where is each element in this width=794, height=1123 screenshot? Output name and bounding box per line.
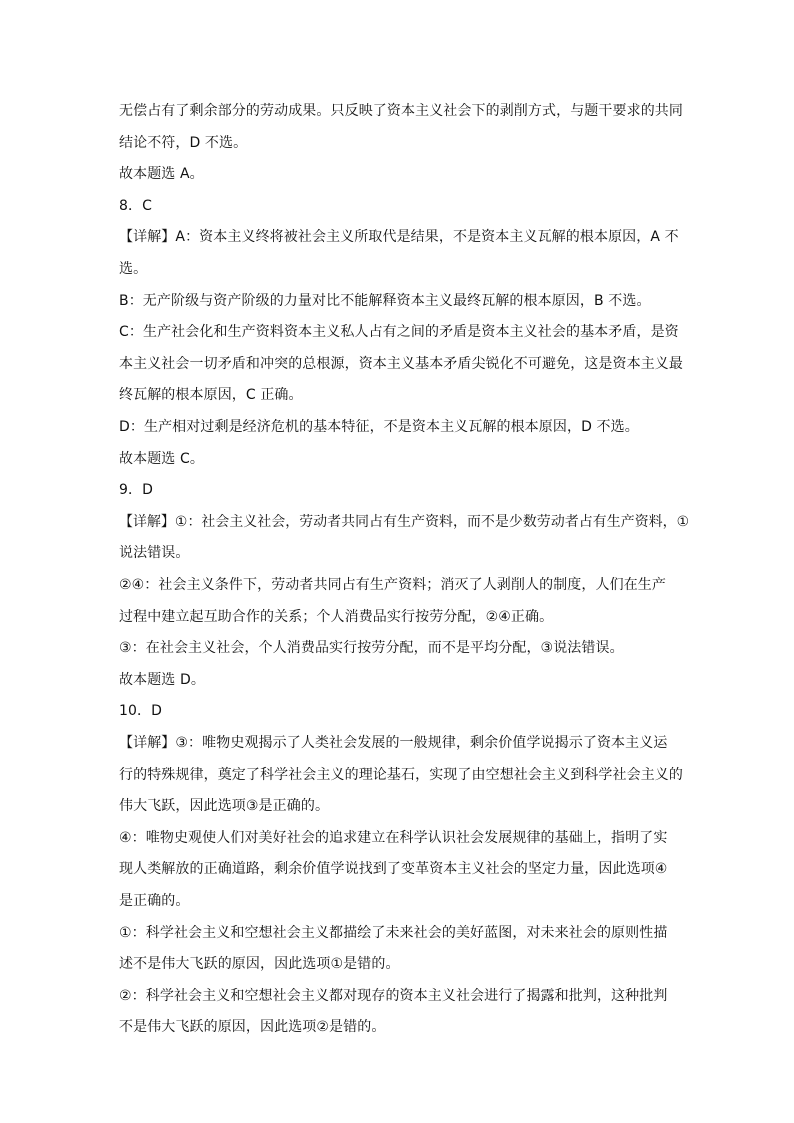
text-line: 选。 (119, 261, 148, 277)
text-line: 10．D (119, 703, 162, 720)
text-line: 9．D (119, 482, 153, 499)
text-line: 【详解】③：唯物史观揭示了人类社会发展的一般规律，剩余价值学说揭示了资本主义运 (119, 735, 668, 751)
text-line: 终瓦解的根本原因，C 正确。 (119, 387, 303, 404)
text-line: 行的特殊规律，奠定了科学社会主义的理论基石，实现了由空想社会主义到科学社会主义的 (119, 766, 683, 783)
text-line: 结论不符，D 不选。 (119, 134, 248, 151)
text-line: D：生产相对过剩是经济危机的基本特征，不是资本主义瓦解的根本原因，D 不选。 (119, 419, 639, 435)
text-line: 过程中建立起互助合作的关系；个人消费品实行按劳分配，②④正确。 (119, 608, 554, 625)
text-line: 故本题选 A。 (119, 166, 204, 183)
text-line: 本主义社会一切矛盾和冲突的总根源，资本主义基本矛盾尖锐化不可避免，这是资本主义最 (119, 355, 683, 372)
text-line: B：无产阶级与资产阶级的力量对比不能解释资本主义最终瓦解的根本原因，B 不选。 (119, 292, 651, 309)
text-line: 故本题选 D。 (119, 671, 205, 688)
text-line: ②④：社会主义条件下，劳动者共同占有生产资料；消灭了人剥削人的制度，人们在生产 (119, 577, 666, 593)
text-line: 故本题选 C。 (119, 450, 204, 467)
text-line: 不是伟大飞跃的原因，因此选项②是错的。 (119, 1019, 386, 1036)
text-line: 8．C (119, 197, 152, 214)
text-line: ③：在社会主义社会，个人消费品实行按劳分配，而不是平均分配，③说法错误。 (119, 640, 624, 657)
text-line: ④：唯物史观使人们对美好社会的追求建立在科学认识社会发展规律的基础上，指明了实 (119, 829, 668, 846)
text-line: 【详解】A：资本主义终将被社会主义所取代是结果，不是资本主义瓦解的根本原因，A 不 (119, 229, 679, 246)
text-line: C：生产社会化和生产资料资本主义私人占有之间的矛盾是资本主义社会的基本矛盾，是资 (119, 324, 679, 341)
text-line: 述不是伟大飞跃的原因，因此选项①是错的。 (119, 956, 400, 973)
text-line: ①：科学社会主义和空想社会主义都描绘了未来社会的美好蓝图，对未来社会的原则性描 (119, 924, 668, 941)
text-line: 伟大飞跃，因此选项③是正确的。 (119, 798, 330, 815)
text-line: ②：科学社会主义和空想社会主义都对现存的资本主义社会进行了揭露和批判，这种批判 (119, 987, 668, 1004)
text-line: 是正确的。 (119, 893, 190, 909)
text-line: 无偿占有了剩余部分的劳动成果。只反映了资本主义社会下的剥削方式，与题干要求的共同 (119, 103, 683, 119)
text-line: 说法错误。 (119, 545, 190, 562)
text-line: 现人类解放的正确道路，剩余价值学说找到了变革资本主义社会的坚定力量，因此选项④ (119, 861, 668, 878)
text-line: 【详解】①：社会主义社会，劳动者共同占有生产资料，而不是少数劳动者占有生产资料，① (119, 513, 690, 530)
